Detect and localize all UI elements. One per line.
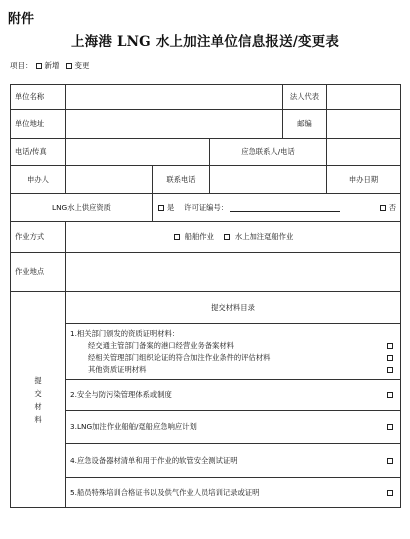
unit-name-field[interactable] [66,85,283,110]
attachment-label: 附件 [8,12,35,27]
no-label: 否 [388,202,396,212]
row-operation-site [11,253,401,292]
change-checkbox[interactable] [66,63,72,69]
item1-sub2-checkbox[interactable] [387,355,393,361]
row-unit-name [11,85,401,110]
row-item3 [11,411,401,444]
apply-date-label: 申办日期 [327,166,401,194]
materials-side-text: 提交材料 [34,375,42,424]
lng-supply-label: LNG水上供应资质 [11,194,153,222]
emergency-contact-label: 应急联系人/电话 [210,139,327,166]
item1-sub3-text: 其他资质证明材料 [88,364,147,374]
yes-label: 是 [167,202,175,212]
yes-checkbox[interactable] [158,205,164,211]
row-unit-address [11,110,401,139]
item5-checkbox[interactable] [387,490,393,496]
permit-no-label: 许可证编号： [184,202,229,212]
postcode-label: 邮编 [283,110,327,139]
row-item2 [11,380,401,411]
legal-rep-field[interactable] [327,85,401,110]
ship-operation-checkbox[interactable] [174,234,180,240]
item4-checkbox[interactable] [387,458,393,464]
row-item5 [11,478,401,508]
item1-sub1-text: 经交通主管部门备案的港口经营业务备案材料 [88,340,234,350]
item1-sub3 [70,364,396,376]
item1-sub2 [70,352,396,364]
unit-address-field[interactable] [66,110,283,139]
item3-label: 3.LNG加注作业船舶/趸船应急响应计划 [70,422,197,431]
unit-name-label: 单位名称 [11,85,66,110]
legal-rep-label: 法人代表 [283,85,327,110]
item2-checkbox[interactable] [387,392,393,398]
item5-cell [66,478,401,508]
operation-mode-label: 作业方式 [11,222,66,253]
item2-label: 2.安全与防污染管理体系或制度 [70,390,172,399]
info-form-table [10,84,401,508]
contact-phone-label: 联系电话 [153,166,210,194]
item3-checkbox[interactable] [387,424,393,430]
phone-fax-label: 电话/传真 [11,139,66,166]
no-checkbox[interactable] [380,205,386,211]
item1-sub1 [70,340,396,352]
materials-side-label [11,292,66,508]
item5-label: 5.船员特殊培训合格证书以及供气作业人员培训记录或证明 [70,487,260,497]
handler-label: 申办人 [11,166,66,194]
emergency-contact-field[interactable] [327,139,401,166]
item1-cell [66,324,401,380]
form-title: 上海港 LNG 水上加注单位信息报送/变更表 [70,34,340,50]
phone-fax-field[interactable] [66,139,210,166]
operation-site-field[interactable] [66,253,401,292]
new-checkbox[interactable] [36,63,42,69]
unit-address-label: 单位地址 [11,110,66,139]
lng-supply-cell [153,194,401,222]
operation-mode-cell [66,222,401,253]
operation-site-label: 作业地点 [11,253,66,292]
row-item1 [11,324,401,380]
change-option-label: 变更 [74,61,90,70]
item4-cell [66,444,401,478]
row-operation-mode [11,222,401,253]
row-phone [11,139,401,166]
ship-operation-label: 船舶作业 [184,232,214,241]
item1-label: 1.相关部门颁发的资质证明材料： [70,328,180,338]
materials-title: 提交材料目录 [66,292,401,324]
item2-cell [66,380,401,411]
project-type-line [10,60,90,71]
item1-sub2-text: 经相关管理部门组织论证的符合加注作业条件的评估材料 [88,352,271,362]
row-lng-supply [11,194,401,222]
item1-sub3-checkbox[interactable] [387,367,393,373]
contact-phone-field[interactable] [210,166,327,194]
project-label: 项目： [10,61,33,70]
item4-label: 4.应急设备器材清单和用于作业的软管安全测试证明 [70,455,238,465]
row-handler [11,166,401,194]
permit-no-field[interactable] [230,204,340,212]
row-materials-title [11,292,401,324]
item3-cell [66,411,401,444]
handler-field[interactable] [66,166,153,194]
new-option-label: 新增 [44,61,60,70]
barge-operation-label: 水上加注趸船作业 [234,232,294,241]
item1-sub1-checkbox[interactable] [387,343,393,349]
postcode-field[interactable] [327,110,401,139]
row-item4 [11,444,401,478]
barge-operation-checkbox[interactable] [224,234,230,240]
